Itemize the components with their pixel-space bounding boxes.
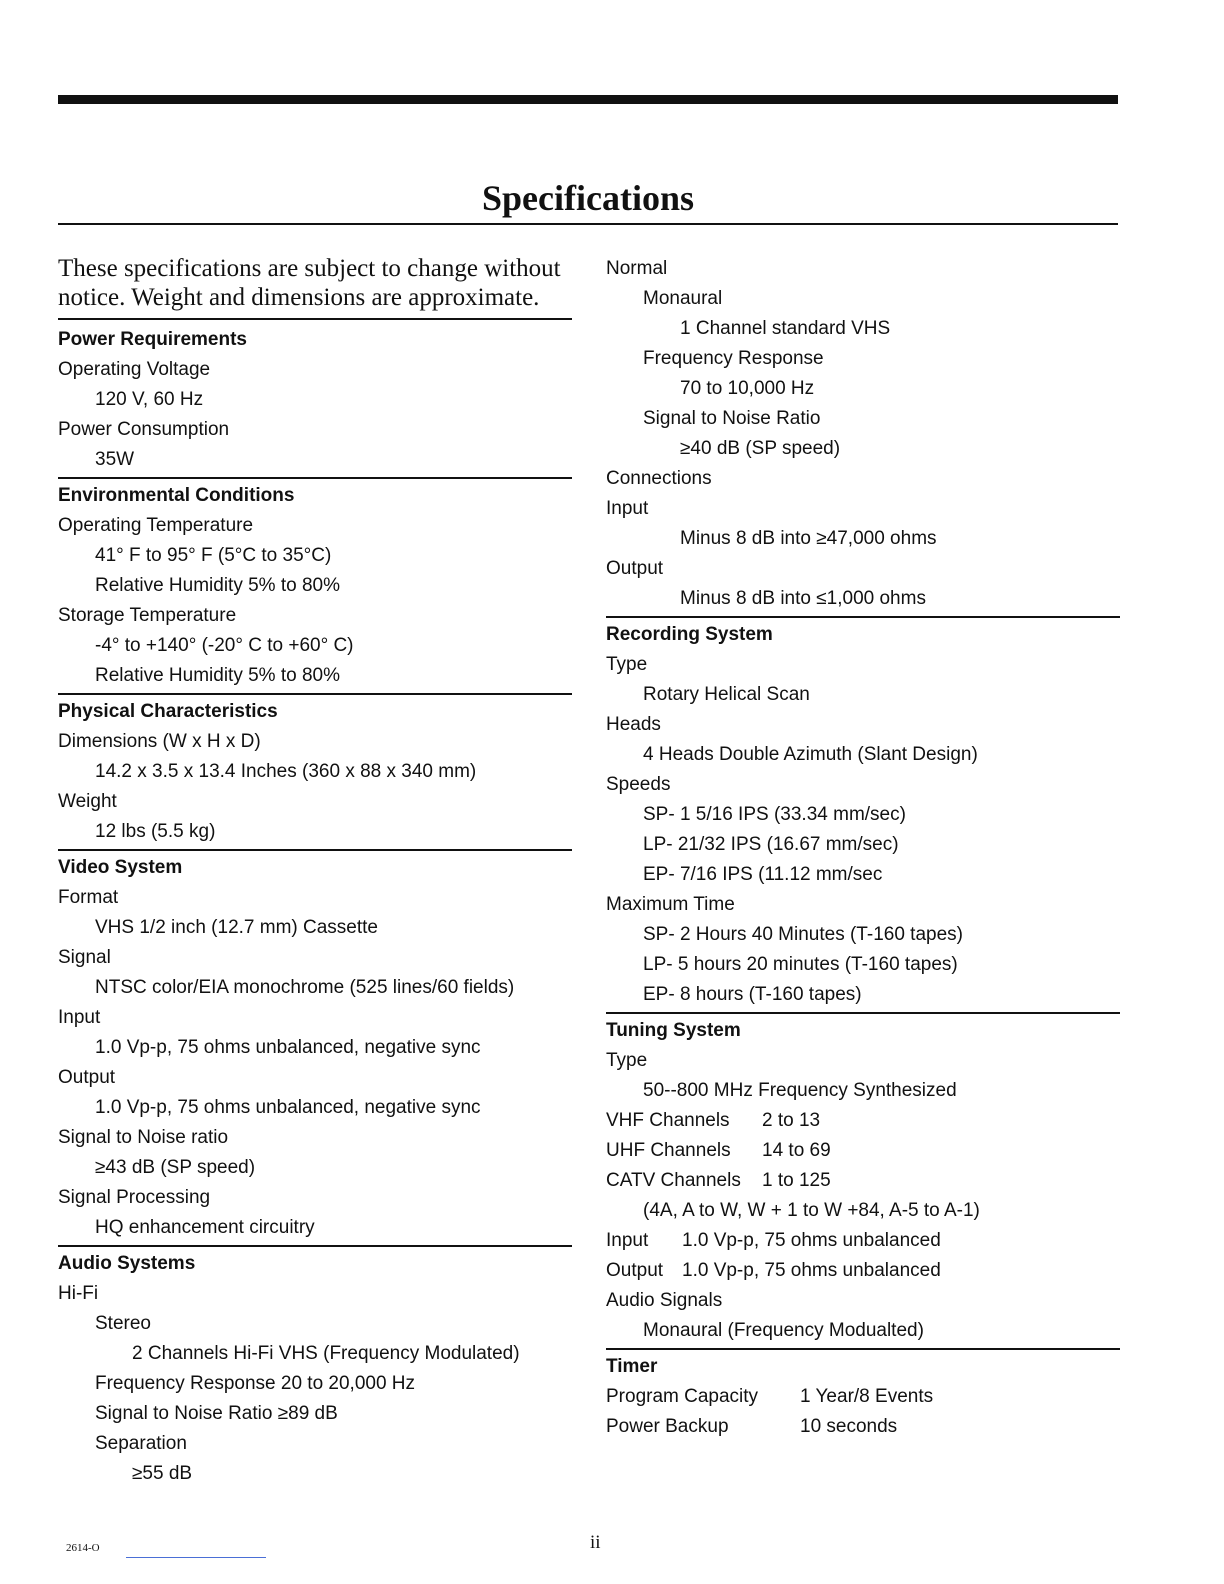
spec-label: Signal Processing [58, 1187, 211, 1208]
spec-value: SP- 1 5/16 IPS (33.34 mm/sec) [643, 804, 906, 825]
spec-pair [606, 1226, 1120, 1256]
spec-value: 1.0 Vp-p, 75 ohms unbalanced, negative sync [95, 1097, 481, 1118]
spec-value: 120 V, 60 Hz [95, 389, 204, 410]
section-heading: Timer [606, 1356, 658, 1377]
spec-value: Relative Humidity 5% to 80% [95, 665, 340, 686]
spec-label: Program Capacity [606, 1386, 759, 1407]
spec-value: Monaural (Frequency Modualted) [643, 1320, 924, 1341]
spec-value: ≥40 dB (SP speed) [680, 438, 841, 459]
spec-value: VHS 1/2 inch (12.7 mm) Cassette [95, 917, 378, 938]
spec-label: Signal [58, 947, 111, 968]
spec-section [58, 849, 572, 1243]
spec-label: Speeds [606, 774, 671, 795]
spec-value: Frequency Response [643, 348, 824, 369]
top-rule [58, 95, 1118, 104]
spec-value: 2 Channels Hi-Fi VHS (Frequency Modulated) [132, 1343, 520, 1364]
spec-value: Separation [95, 1433, 187, 1454]
spec-value: 1 Channel standard VHS [680, 318, 891, 339]
spec-value: 14 to 69 [762, 1140, 831, 1161]
spec-label: UHF Channels [606, 1140, 731, 1161]
spec-label: Maximum Time [606, 894, 735, 915]
spec-value: Stereo [95, 1313, 151, 1334]
spec-value: ≥43 dB (SP speed) [95, 1157, 256, 1178]
spec-value: 2 to 13 [762, 1110, 821, 1131]
section-heading: Power Requirements [58, 329, 247, 350]
left-sections [58, 325, 572, 1489]
spec-value: 1 to 125 [762, 1170, 831, 1191]
spec-label: Output [58, 1067, 116, 1088]
spec-label: Input [58, 1007, 101, 1028]
spec-section [606, 254, 1120, 614]
spec-label: Normal [606, 258, 668, 279]
spec-value: (4A, A to W, W + 1 to W +84, A-5 to A-1) [643, 1200, 980, 1221]
spec-value: 70 to 10,000 Hz [680, 378, 815, 399]
spec-value: LP- 21/32 IPS (16.67 mm/sec) [643, 834, 899, 855]
spec-value: HQ enhancement circuitry [95, 1217, 315, 1238]
spec-section [58, 1245, 572, 1489]
spec-label: Operating Temperature [58, 515, 254, 536]
spec-pair [606, 1106, 1120, 1136]
spec-section [58, 477, 572, 691]
spec-pair [606, 1382, 1120, 1412]
spec-value: EP- 8 hours (T-160 tapes) [643, 984, 862, 1005]
spec-value: Minus 8 dB into ≤1,000 ohms [680, 588, 926, 609]
section-heading: Environmental Conditions [58, 485, 295, 506]
spec-value: 1.0 Vp-p, 75 ohms unbalanced [682, 1230, 941, 1251]
spec-pair [606, 1166, 1120, 1196]
spec-label: Power Backup [606, 1416, 729, 1437]
page-number: ii [590, 1532, 601, 1553]
spec-label: Dimensions (W x H x D) [58, 731, 261, 752]
spec-value: -4° to +140° (-20° C to +60° C) [95, 635, 354, 656]
section-heading: Physical Characteristics [58, 701, 278, 722]
spec-label: Weight [58, 791, 117, 812]
spec-label: Power Consumption [58, 419, 230, 440]
section-heading: Video System [58, 857, 183, 878]
spec-value: SP- 2 Hours 40 Minutes (T-160 tapes) [643, 924, 963, 945]
spec-label: Format [58, 887, 119, 908]
spec-value: Signal to Noise Ratio [643, 408, 821, 429]
title-rule [58, 223, 1118, 225]
spec-label: Type [606, 1050, 648, 1071]
spec-label: Signal to Noise ratio [58, 1127, 229, 1148]
spec-value: 35W [95, 449, 135, 470]
spec-section [58, 693, 572, 847]
spec-value: 14.2 x 3.5 x 13.4 Inches (360 x 88 x 340 mm) [95, 761, 477, 782]
spec-label: VHF Channels [606, 1110, 730, 1131]
spec-value: 4 Heads Double Azimuth (Slant Design) [643, 744, 978, 765]
spec-value: Monaural [643, 288, 723, 309]
section-heading: Tuning System [606, 1020, 741, 1041]
spec-value: 1.0 Vp-p, 75 ohms unbalanced [682, 1260, 941, 1281]
spec-value: Minus 8 dB into ≥47,000 ohms [680, 528, 937, 549]
right-column [606, 254, 1120, 1442]
spec-value: 50--800 MHz Frequency Synthesized [643, 1080, 957, 1101]
intro-paragraph: These specifications are subject to change without notice. Weight and dimensions are approximate. [58, 254, 572, 320]
footer-link-line [126, 1557, 266, 1558]
section-heading: Recording System [606, 624, 773, 645]
spec-value: ≥55 dB [132, 1463, 193, 1484]
spec-value: 41° F to 95° F (5°C to 35°C) [95, 545, 332, 566]
right-sections [606, 254, 1120, 1442]
spec-label: Output [606, 558, 664, 579]
spec-section [58, 325, 572, 475]
spec-label: Hi-Fi [58, 1283, 99, 1304]
spec-label: Storage Temperature [58, 605, 237, 626]
spec-value: Rotary Helical Scan [643, 684, 810, 705]
spec-value: Signal to Noise Ratio ≥89 dB [95, 1403, 338, 1424]
spec-value: 1.0 Vp-p, 75 ohms unbalanced, negative sync [95, 1037, 481, 1058]
spec-value: 1 Year/8 Events [800, 1386, 934, 1407]
spec-section [606, 616, 1120, 1010]
spec-value: 12 lbs (5.5 kg) [95, 821, 216, 842]
document-code: 2614-O [66, 1542, 100, 1554]
spec-value: EP- 7/16 IPS (11.12 mm/sec [643, 864, 883, 885]
spec-value: Relative Humidity 5% to 80% [95, 575, 340, 596]
spec-label: CATV Channels [606, 1170, 741, 1191]
spec-label: Type [606, 654, 648, 675]
spec-label: Heads [606, 714, 661, 735]
spec-label: Connections [606, 468, 712, 489]
spec-pair [606, 1136, 1120, 1166]
page-title: Specifications [482, 178, 694, 218]
spec-value: LP- 5 hours 20 minutes (T-160 tapes) [643, 954, 958, 975]
spec-value: Frequency Response 20 to 20,000 Hz [95, 1373, 416, 1394]
spec-label: Output [606, 1260, 664, 1281]
spec-label: Input [606, 1230, 649, 1251]
spec-label: Input [606, 498, 649, 519]
spec-pair [606, 1256, 1120, 1286]
spec-pair [606, 1412, 1120, 1442]
spec-label: Audio Signals [606, 1290, 723, 1311]
left-column [58, 254, 572, 1489]
spec-section [606, 1012, 1120, 1346]
spec-section [606, 1348, 1120, 1442]
section-heading: Audio Systems [58, 1253, 196, 1274]
spec-value: NTSC color/EIA monochrome (525 lines/60 fields) [95, 977, 515, 998]
spec-value: 10 seconds [800, 1416, 898, 1437]
spec-label: Operating Voltage [58, 359, 211, 380]
